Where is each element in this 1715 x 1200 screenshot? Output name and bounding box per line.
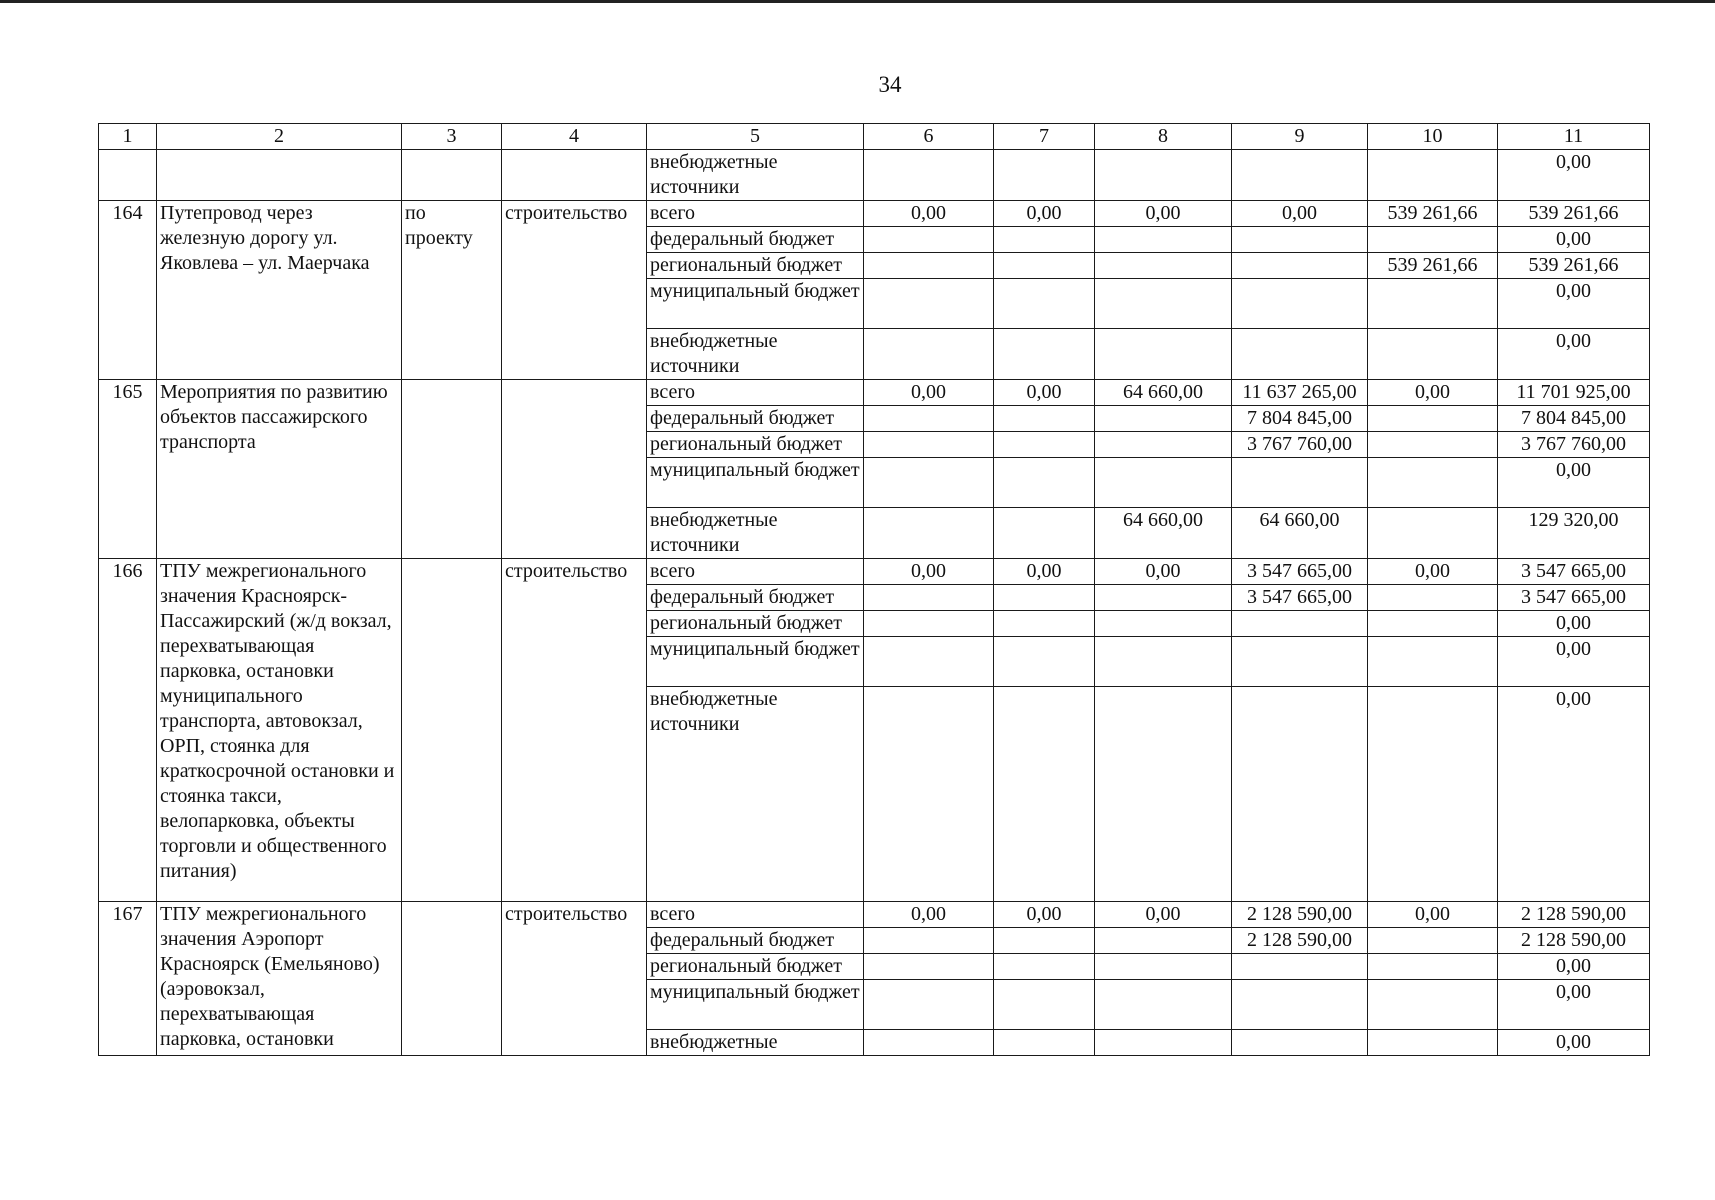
- value-col-6: [864, 928, 994, 954]
- value-col-7: [994, 458, 1095, 508]
- source-label: муниципальный бюджет: [647, 458, 864, 508]
- page-number: 34: [878, 72, 902, 97]
- value-col-10: 539 261,66: [1368, 253, 1498, 279]
- value-col-10: [1368, 687, 1498, 902]
- column-header: 10: [1368, 124, 1498, 150]
- value-col-6: [864, 329, 994, 380]
- value-col-6: [864, 1030, 994, 1056]
- cell-empty: [994, 150, 1095, 201]
- value-col-6: [864, 279, 994, 329]
- value-col-9: 11 637 265,00: [1232, 380, 1368, 406]
- value-col-8: [1095, 432, 1232, 458]
- value-col-7: [994, 954, 1095, 980]
- value-col-10: [1368, 954, 1498, 980]
- value-col-11: 3 547 665,00: [1498, 585, 1650, 611]
- value-col-8: [1095, 279, 1232, 329]
- value-col-11: 11 701 925,00: [1498, 380, 1650, 406]
- value-col-8: 0,00: [1095, 201, 1232, 227]
- value-col-9: [1232, 329, 1368, 380]
- source-label: региональный бюджет: [647, 432, 864, 458]
- value-col-10: 0,00: [1368, 380, 1498, 406]
- value-col-8: [1095, 928, 1232, 954]
- value-col-11: 539 261,66: [1498, 201, 1650, 227]
- cell-empty: [1232, 150, 1368, 201]
- value-col-7: [994, 432, 1095, 458]
- column-header: 2: [157, 124, 402, 150]
- column-header: 1: [99, 124, 157, 150]
- source-label: всего: [647, 380, 864, 406]
- value-col-7: 0,00: [994, 201, 1095, 227]
- value-col-8: [1095, 406, 1232, 432]
- value-col-8: [1095, 253, 1232, 279]
- value-col-6: 0,00: [864, 380, 994, 406]
- value-col-8: [1095, 1030, 1232, 1056]
- continuation-row: [99, 150, 1650, 201]
- value-col-8: [1095, 611, 1232, 637]
- value-col-9: [1232, 611, 1368, 637]
- project-name: ТПУ межрегионального значения Аэропорт Красноярск (Емельяново) (аэровокзал, перехватывающая парковка, остановки: [157, 902, 402, 1056]
- source-label: региональный бюджет: [647, 611, 864, 637]
- source-label: федеральный бюджет: [647, 585, 864, 611]
- value-col-7: [994, 406, 1095, 432]
- value-col-6: 0,00: [864, 559, 994, 585]
- value-col-9: 7 804 845,00: [1232, 406, 1368, 432]
- value-col-6: [864, 253, 994, 279]
- value-col-9: [1232, 687, 1368, 902]
- project-row: [99, 559, 1650, 585]
- value-col-8: [1095, 980, 1232, 1030]
- value-col-11: 0,00: [1498, 150, 1650, 201]
- project-period: [402, 559, 502, 902]
- source-label: всего: [647, 201, 864, 227]
- value-col-7: 0,00: [994, 902, 1095, 928]
- project-period: [402, 380, 502, 559]
- project-name: ТПУ межрегионального значения Красноярск-Пассажирский (ж/д вокзал, перехватывающая парковка, остановки муниципального транспорта, автовокзал, ОРП, стоянка для краткосрочной остановки и стоянка такси, велопарковка, объекты торговли и общественного питания): [157, 559, 402, 902]
- value-col-7: [994, 227, 1095, 253]
- value-col-6: [864, 406, 994, 432]
- value-col-7: [994, 637, 1095, 687]
- column-header: 5: [647, 124, 864, 150]
- source-label: внебюджетные: [647, 1030, 864, 1056]
- value-col-8: 0,00: [1095, 559, 1232, 585]
- value-col-10: 0,00: [1368, 902, 1498, 928]
- value-col-6: 0,00: [864, 201, 994, 227]
- value-col-10: 0,00: [1368, 559, 1498, 585]
- source-label: внебюджетные источники: [647, 687, 864, 902]
- value-col-11: 0,00: [1498, 279, 1650, 329]
- column-header: 11: [1498, 124, 1650, 150]
- value-col-10: [1368, 585, 1498, 611]
- value-col-9: [1232, 954, 1368, 980]
- source-label: федеральный бюджет: [647, 928, 864, 954]
- value-col-8: [1095, 329, 1232, 380]
- value-col-11: 3 767 760,00: [1498, 432, 1650, 458]
- row-number: 167: [99, 902, 157, 1056]
- value-col-7: 0,00: [994, 559, 1095, 585]
- value-col-8: [1095, 458, 1232, 508]
- value-col-6: [864, 687, 994, 902]
- value-col-11: 129 320,00: [1498, 508, 1650, 559]
- value-col-9: [1232, 458, 1368, 508]
- value-col-8: [1095, 954, 1232, 980]
- value-col-11: 0,00: [1498, 329, 1650, 380]
- cell-empty: [99, 150, 157, 201]
- work-type: строительство: [502, 201, 647, 380]
- column-header: 6: [864, 124, 994, 150]
- source-label: всего: [647, 902, 864, 928]
- value-col-6: [864, 508, 994, 559]
- value-col-7: [994, 1030, 1095, 1056]
- value-col-7: [994, 980, 1095, 1030]
- value-col-10: [1368, 329, 1498, 380]
- financing-table: [98, 123, 1650, 1056]
- value-col-10: [1368, 637, 1498, 687]
- row-number: 164: [99, 201, 157, 380]
- value-col-8: [1095, 637, 1232, 687]
- value-col-10: [1368, 227, 1498, 253]
- work-type: строительство: [502, 902, 647, 1056]
- value-col-6: [864, 227, 994, 253]
- work-type: [502, 380, 647, 559]
- value-col-10: [1368, 458, 1498, 508]
- value-col-8: 64 660,00: [1095, 380, 1232, 406]
- source-label: региональный бюджет: [647, 954, 864, 980]
- value-col-10: [1368, 508, 1498, 559]
- source-label: федеральный бюджет: [647, 406, 864, 432]
- value-col-10: [1368, 406, 1498, 432]
- project-row: [99, 201, 1650, 227]
- value-col-7: [994, 585, 1095, 611]
- work-type: строительство: [502, 559, 647, 902]
- project-row: [99, 380, 1650, 406]
- project-name: Мероприятия по развитию объектов пассажирского транспорта: [157, 380, 402, 559]
- value-col-7: [994, 687, 1095, 902]
- value-col-11: 0,00: [1498, 1030, 1650, 1056]
- cell-empty: [1095, 150, 1232, 201]
- value-col-8: [1095, 687, 1232, 902]
- value-col-9: [1232, 279, 1368, 329]
- value-col-11: 0,00: [1498, 458, 1650, 508]
- project-period: [402, 902, 502, 1056]
- value-col-7: 0,00: [994, 380, 1095, 406]
- value-col-9: 3 547 665,00: [1232, 559, 1368, 585]
- column-header: 3: [402, 124, 502, 150]
- column-header: 9: [1232, 124, 1368, 150]
- source-label: муниципальный бюджет: [647, 279, 864, 329]
- value-col-6: [864, 458, 994, 508]
- value-col-11: 0,00: [1498, 611, 1650, 637]
- value-col-8: [1095, 585, 1232, 611]
- project-period: по проекту: [402, 201, 502, 380]
- row-number: 165: [99, 380, 157, 559]
- value-col-11: 0,00: [1498, 637, 1650, 687]
- source-label: внебюджетные источники: [647, 150, 864, 201]
- value-col-6: [864, 611, 994, 637]
- value-col-10: [1368, 980, 1498, 1030]
- value-col-11: 0,00: [1498, 227, 1650, 253]
- value-col-7: [994, 279, 1095, 329]
- cell-empty: [502, 150, 647, 201]
- value-col-8: 64 660,00: [1095, 508, 1232, 559]
- column-header: 8: [1095, 124, 1232, 150]
- value-col-7: [994, 329, 1095, 380]
- cell-empty: [402, 150, 502, 201]
- value-col-10: 539 261,66: [1368, 201, 1498, 227]
- value-col-11: 3 547 665,00: [1498, 559, 1650, 585]
- value-col-9: 3 767 760,00: [1232, 432, 1368, 458]
- value-col-9: 3 547 665,00: [1232, 585, 1368, 611]
- value-col-11: 539 261,66: [1498, 253, 1650, 279]
- value-col-10: [1368, 432, 1498, 458]
- source-label: региональный бюджет: [647, 253, 864, 279]
- value-col-7: [994, 508, 1095, 559]
- value-col-7: [994, 253, 1095, 279]
- value-col-9: 64 660,00: [1232, 508, 1368, 559]
- value-col-10: [1368, 1030, 1498, 1056]
- value-col-9: 2 128 590,00: [1232, 928, 1368, 954]
- project-row: [99, 902, 1650, 928]
- value-col-11: 7 804 845,00: [1498, 406, 1650, 432]
- value-col-6: [864, 585, 994, 611]
- value-col-11: 0,00: [1498, 980, 1650, 1030]
- row-number: 166: [99, 559, 157, 902]
- source-label: внебюджетные источники: [647, 329, 864, 380]
- source-label: внебюджетные источники: [647, 508, 864, 559]
- scan-edge: [0, 0, 1715, 3]
- cell-empty: [864, 150, 994, 201]
- table-body: [99, 124, 1650, 1056]
- value-col-7: [994, 611, 1095, 637]
- value-col-6: [864, 954, 994, 980]
- cell-empty: [1368, 150, 1498, 201]
- value-col-10: [1368, 279, 1498, 329]
- value-col-6: [864, 637, 994, 687]
- value-col-9: 2 128 590,00: [1232, 902, 1368, 928]
- cell-empty: [157, 150, 402, 201]
- value-col-9: [1232, 1030, 1368, 1056]
- column-header: 4: [502, 124, 647, 150]
- value-col-11: 0,00: [1498, 954, 1650, 980]
- value-col-9: [1232, 637, 1368, 687]
- value-col-9: [1232, 227, 1368, 253]
- source-label: муниципальный бюджет: [647, 980, 864, 1030]
- value-col-11: 0,00: [1498, 687, 1650, 902]
- value-col-10: [1368, 611, 1498, 637]
- source-label: федеральный бюджет: [647, 227, 864, 253]
- value-col-9: [1232, 253, 1368, 279]
- value-col-8: 0,00: [1095, 902, 1232, 928]
- value-col-11: 2 128 590,00: [1498, 928, 1650, 954]
- project-name: Путепровод через железную дорогу ул. Яковлева – ул. Маерчака: [157, 201, 402, 380]
- value-col-10: [1368, 928, 1498, 954]
- value-col-6: [864, 432, 994, 458]
- source-label: муниципальный бюджет: [647, 637, 864, 687]
- value-col-9: 0,00: [1232, 201, 1368, 227]
- value-col-6: 0,00: [864, 902, 994, 928]
- source-label: всего: [647, 559, 864, 585]
- value-col-7: [994, 928, 1095, 954]
- value-col-11: 2 128 590,00: [1498, 902, 1650, 928]
- value-col-8: [1095, 227, 1232, 253]
- column-number-row: [99, 124, 1650, 150]
- value-col-9: [1232, 980, 1368, 1030]
- column-header: 7: [994, 124, 1095, 150]
- value-col-6: [864, 980, 994, 1030]
